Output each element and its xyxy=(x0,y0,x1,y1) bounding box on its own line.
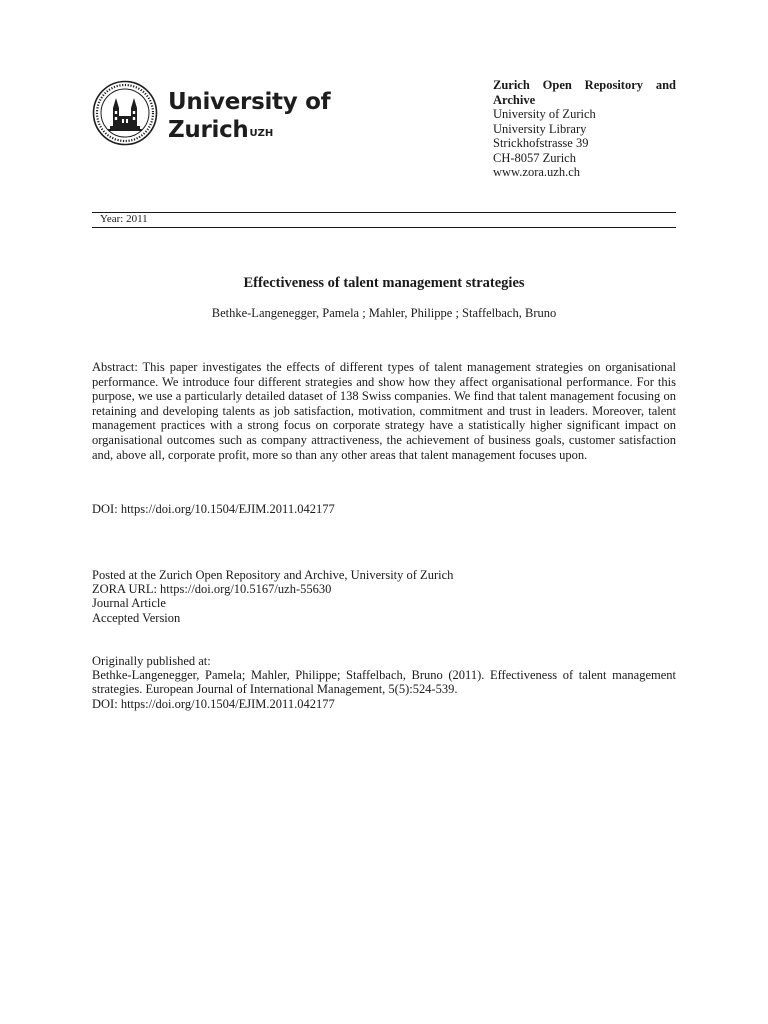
wordmark-line-1: University of xyxy=(168,89,331,115)
publication-type: Journal Article xyxy=(92,596,166,611)
paper-authors: Bethke-Langenegger, Pamela ; Mahler, Philippe ; Staffelbach, Bruno xyxy=(211,306,557,320)
university-wordmark xyxy=(168,88,330,144)
wordmark-line-2 xyxy=(168,116,330,144)
repository-line: Strickhofstrasse 39 xyxy=(493,136,589,150)
repository-line: University Library xyxy=(493,121,587,136)
paper-abstract: Abstract: This paper investigates the effects of different types of talent management strategies on organisational performance. We introduce four different strategies and show how they affect organisational performance. For this purpose, we use a particularly detailed dataset of 138 Swiss companies. We find that talent management focusing on retaining and developing talents as job satisfaction, motivation, commitment and trust in leaders. Moreover, talent management practices with a strong focus on corporate strategy have a statistically higher significant impact on organisational outcomes such as company attractiveness, the achievement of business goals, customer satisfaction and, above all, corporate profit, more so than any other areas that talent management focuses upon. xyxy=(92,360,676,462)
publication-version: Accepted Version xyxy=(92,610,181,625)
university-seal-icon xyxy=(92,80,158,146)
repository-line: University of Zurich xyxy=(493,107,596,121)
zora-url: ZORA URL: https://doi.org/10.5167/uzh-55630 xyxy=(92,582,332,597)
original-label: Originally published at: xyxy=(92,654,211,668)
wordmark-zurich: Zurich xyxy=(168,117,249,143)
paper-title: Effectiveness of talent management strategies xyxy=(243,275,525,291)
paper-doi: DOI: https://doi.org/10.1504/EJIM.2011.042177 xyxy=(92,502,335,516)
divider-top xyxy=(92,212,676,213)
repository-title: Zurich Open Repository and Archive xyxy=(493,78,676,107)
original-doi: DOI: https://doi.org/10.1504/EJIM.2011.042177 xyxy=(92,696,335,711)
repository-address xyxy=(493,78,676,180)
posting-info xyxy=(92,568,676,625)
original-publication xyxy=(92,654,676,711)
divider-bottom xyxy=(92,227,676,228)
repository-line: CH-8057 Zurich xyxy=(493,150,576,165)
repository-url: www.zora.uzh.ch xyxy=(493,165,580,179)
wordmark-suffix: UZH xyxy=(249,128,274,139)
year-label: Year: 2011 xyxy=(100,213,148,225)
posted-at: Posted at the Zurich Open Repository and Archive, University of Zurich xyxy=(92,568,454,582)
original-citation: Bethke-Langenegger, Pamela; Mahler, Philippe; Staffelbach, Bruno (2011). Effectiveness of talent management strategies. European Journal of International Management, 5(5):524-539. xyxy=(92,668,676,697)
university-logo xyxy=(92,80,332,162)
